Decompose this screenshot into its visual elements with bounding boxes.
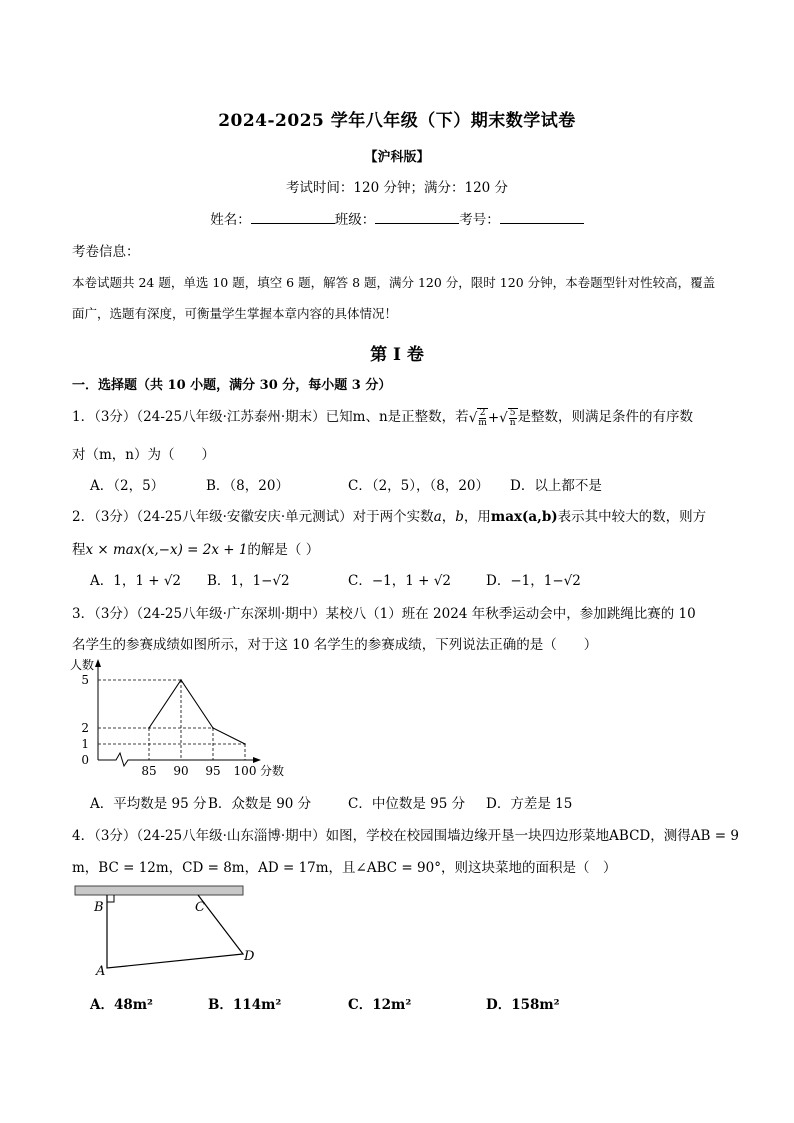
info-heading: 考卷信息：: [72, 244, 140, 260]
q2-var-b: b: [455, 509, 464, 525]
class-label: 班级：: [334, 212, 376, 228]
q3-stem-b: 名学生的参赛成绩如图所示，对于这 10 名学生的参赛成绩，下列说法正确的是（ ）: [72, 637, 598, 653]
x-tick-label: 90: [173, 764, 189, 778]
q1-frac2-den: n: [509, 417, 516, 428]
q1-option-a[interactable]: A．（2，5）: [90, 478, 165, 494]
y-tick-label: 2: [81, 721, 89, 735]
x-axis-arrow: [253, 757, 261, 763]
q4-option-d[interactable]: D．158m²: [486, 997, 560, 1013]
q2-comma: ，: [441, 509, 456, 525]
y-axis-label: 人数: [70, 658, 95, 672]
id-blank[interactable]: [500, 211, 584, 224]
exam-time: 考试时间：120 分钟；满分：120 分: [285, 180, 509, 196]
id-label: 考号：: [459, 212, 500, 228]
x-tick-label: 100: [233, 764, 257, 778]
q1-option-d[interactable]: D．以上都不是: [510, 478, 602, 494]
y-tick-label: 5: [81, 673, 89, 687]
x-tick-label: 95: [205, 764, 221, 778]
wall: [75, 886, 243, 895]
q1-option-c[interactable]: C．（2，5），（8，20）: [348, 478, 490, 494]
section-title: 第 I 卷: [370, 345, 424, 365]
q3-option-a[interactable]: A．平均数是 95 分: [90, 796, 207, 812]
q4-stem-b: m，BC = 12m，CD = 8m，AD = 17m，且∠ABC = 90°，则这块菜地的面积是（ ）: [72, 860, 617, 876]
q2-stem-a: 2．（3分）（24-25八年级·安徽安庆·单元测试）对于两个实数: [72, 509, 434, 525]
q4-option-b[interactable]: B．114m²: [208, 997, 282, 1013]
y-tick-label: 0: [81, 753, 89, 767]
q2-var-a: a: [433, 509, 442, 525]
label-b: B: [94, 900, 104, 915]
page-title: 2024-2025 学年八年级（下）期末数学试卷: [218, 111, 576, 131]
q3-line-chart: [60, 655, 310, 785]
x-tick-label: 85: [141, 764, 157, 778]
q4-option-c[interactable]: C．12m²: [348, 997, 412, 1013]
q1-frac1-num: 2: [479, 407, 486, 418]
q2-option-b[interactable]: B．1，1−√2: [207, 573, 290, 589]
q1-plus: +: [487, 409, 500, 426]
part-heading: 一．选择题（共 10 小题，满分 30 分，每小题 3 分）: [72, 378, 392, 393]
q3-option-c[interactable]: C．中位数是 95 分: [348, 796, 466, 812]
label-a: A: [96, 964, 106, 979]
q3-option-d[interactable]: D．方差是 15: [486, 796, 573, 812]
q2-option-a[interactable]: A．1，1 + √2: [90, 573, 182, 589]
q2-max-expr: max(a,b): [490, 509, 558, 525]
y-axis-arrow: [95, 659, 101, 667]
q1-stem-a: 1．（3分）（24-25八年级·江苏泰州·期末）已知m、n是正整数，若: [72, 409, 469, 425]
data-point: [212, 727, 214, 729]
q1-expression: √ $\frac{2}{m}$ +√ $\frac{5}{n}$: [468, 407, 516, 428]
q3-stem-a: 3．（3分）（24-25八年级·广东深圳·期中）某校八（1）班在 2024 年秋季运动会中，参加跳绳比赛的 10: [72, 606, 696, 622]
data-point: [148, 727, 150, 729]
data-line: [149, 680, 245, 744]
q2-stem-c: 表示其中较大的数，则方: [557, 509, 707, 525]
edition-label: 【沪科版】: [364, 150, 430, 165]
q1-stem-b: 是整数，则满足条件的有序数: [517, 409, 693, 425]
q4-option-a[interactable]: A．48m²: [90, 997, 153, 1013]
q1-option-b[interactable]: B．（8，20）: [206, 478, 289, 494]
info-line-1: 本卷试题共 24 题，单选 10 题，填空 6 题，解答 8 题，满分 120 分，限时 120 分钟，本卷题型针对性较高，覆盖: [72, 275, 716, 290]
q2-stem: [72, 505, 706, 525]
label-c: C: [195, 900, 205, 915]
info-line-2: 面广，选题有深度，可衡量学生掌握本章内容的具体情况！: [72, 306, 398, 321]
data-point: [244, 743, 246, 745]
q2-equation: x × max(x,−x) = 2x + 1: [85, 542, 248, 558]
q2-line-2: [72, 538, 319, 558]
q4-quadrilateral-figure: [70, 880, 270, 980]
class-blank[interactable]: [375, 211, 459, 224]
q2-option-c[interactable]: C．−1，1 + √2: [348, 573, 451, 589]
q1-stem: [72, 405, 693, 428]
right-angle-mark: [107, 895, 114, 902]
student-info-row: [0, 208, 794, 228]
q1-frac1-den: m: [478, 417, 487, 428]
q2-option-d[interactable]: D．−1，1−√2: [486, 573, 581, 589]
q4-stem-a: 4．（3分）（24-25八年级·山东淄博·期中）如图，学校在校园围墙边缘开垦一块四边形菜地ABCD，测得AB = 9: [72, 828, 739, 844]
x-axis-label: 分数: [260, 764, 285, 778]
q2-stem-b: ，用: [463, 509, 491, 525]
q1-stem-c: 对（m，n）为（ ）: [72, 447, 215, 463]
q2-line2-b: 的解是（ ）: [247, 542, 320, 558]
chart-layer: [70, 657, 284, 778]
name-blank[interactable]: [251, 211, 335, 224]
q1-frac2-num: 5: [509, 407, 516, 418]
q3-option-b[interactable]: B．众数是 90 分: [208, 796, 312, 812]
quadrilateral-abcd: [107, 895, 243, 968]
y-tick-label: 1: [81, 737, 89, 751]
q2-line2-a: 程: [72, 542, 86, 558]
data-point: [180, 679, 182, 681]
name-label: 姓名：: [210, 212, 251, 228]
label-d: D: [244, 949, 255, 964]
